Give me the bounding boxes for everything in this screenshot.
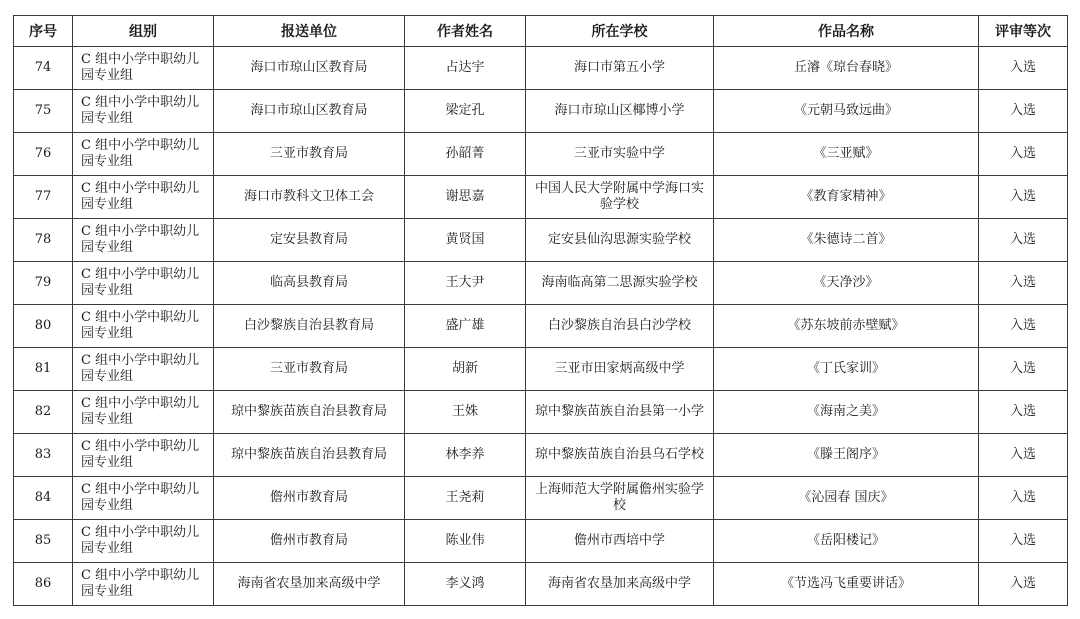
cell-submitting-unit: 儋州市教育局: [214, 477, 405, 520]
cell-award-level: 入选: [979, 434, 1068, 477]
cell-number: 75: [14, 90, 73, 133]
cell-school: 上海师范大学附属儋州实验学校: [526, 477, 714, 520]
cell-school: 海口市琼山区椰博小学: [526, 90, 714, 133]
cell-school: 海南临高第二思源实验学校: [526, 262, 714, 305]
table-row: [14, 47, 1068, 90]
cell-school: 琼中黎族苗族自治县第一小学: [526, 391, 714, 434]
cell-author: 王姝: [405, 391, 526, 434]
cell-school: 三亚市田家炳高级中学: [526, 348, 714, 391]
cell-submitting-unit: 白沙黎族自治县教育局: [214, 305, 405, 348]
table-body: [14, 47, 1068, 606]
cell-submitting-unit: 海南省农垦加来高级中学: [214, 563, 405, 606]
cell-group: C 组中小学中职幼儿园专业组: [73, 563, 214, 606]
cell-group: C 组中小学中职幼儿园专业组: [73, 133, 214, 176]
cell-number: 77: [14, 176, 73, 219]
cell-author: 占达宇: [405, 47, 526, 90]
cell-submitting-unit: 海口市教科文卫体工会: [214, 176, 405, 219]
cell-school: 儋州市西培中学: [526, 520, 714, 563]
header-work-title: 作品名称: [714, 16, 979, 47]
cell-number: 78: [14, 219, 73, 262]
cell-work-title: 丘濬《琼台春晓》: [714, 47, 979, 90]
cell-group: C 组中小学中职幼儿园专业组: [73, 90, 214, 133]
cell-group: C 组中小学中职幼儿园专业组: [73, 520, 214, 563]
cell-group: C 组中小学中职幼儿园专业组: [73, 176, 214, 219]
cell-submitting-unit: 临高县教育局: [214, 262, 405, 305]
cell-group: C 组中小学中职幼儿园专业组: [73, 262, 214, 305]
cell-author: 王尧莉: [405, 477, 526, 520]
cell-award-level: 入选: [979, 219, 1068, 262]
cell-submitting-unit: 琼中黎族苗族自治县教育局: [214, 434, 405, 477]
cell-work-title: 《朱德诗二首》: [714, 219, 979, 262]
cell-work-title: 《岳阳楼记》: [714, 520, 979, 563]
cell-work-title: 《沁园春 国庆》: [714, 477, 979, 520]
table-row: [14, 391, 1068, 434]
cell-author: 梁定孔: [405, 90, 526, 133]
cell-work-title: 《海南之美》: [714, 391, 979, 434]
header-award-level: 评审等次: [979, 16, 1068, 47]
cell-number: 84: [14, 477, 73, 520]
cell-number: 82: [14, 391, 73, 434]
cell-number: 76: [14, 133, 73, 176]
cell-work-title: 《节选冯飞重要讲话》: [714, 563, 979, 606]
cell-award-level: 入选: [979, 563, 1068, 606]
cell-group: C 组中小学中职幼儿园专业组: [73, 47, 214, 90]
cell-submitting-unit: 三亚市教育局: [214, 348, 405, 391]
table-row: [14, 477, 1068, 520]
cell-work-title: 《元朝马致远曲》: [714, 90, 979, 133]
cell-award-level: 入选: [979, 47, 1068, 90]
cell-work-title: 《天净沙》: [714, 262, 979, 305]
cell-group: C 组中小学中职幼儿园专业组: [73, 348, 214, 391]
cell-number: 86: [14, 563, 73, 606]
header-number: 序号: [14, 16, 73, 47]
cell-school: 三亚市实验中学: [526, 133, 714, 176]
cell-award-level: 入选: [979, 348, 1068, 391]
cell-award-level: 入选: [979, 391, 1068, 434]
header-school: 所在学校: [526, 16, 714, 47]
cell-author: 林李养: [405, 434, 526, 477]
table-row: [14, 348, 1068, 391]
cell-author: 陈业伟: [405, 520, 526, 563]
cell-award-level: 入选: [979, 520, 1068, 563]
header-author: 作者姓名: [405, 16, 526, 47]
table-row: [14, 133, 1068, 176]
table-row: [14, 563, 1068, 606]
cell-submitting-unit: 海口市琼山区教育局: [214, 47, 405, 90]
header-group: 组别: [73, 16, 214, 47]
cell-group: C 组中小学中职幼儿园专业组: [73, 305, 214, 348]
header-submitting-unit: 报送单位: [214, 16, 405, 47]
table-row: [14, 520, 1068, 563]
cell-number: 83: [14, 434, 73, 477]
cell-group: C 组中小学中职幼儿园专业组: [73, 219, 214, 262]
table-row: [14, 90, 1068, 133]
cell-work-title: 《滕王阁序》: [714, 434, 979, 477]
cell-school: 琼中黎族苗族自治县乌石学校: [526, 434, 714, 477]
cell-work-title: 《苏东坡前赤壁赋》: [714, 305, 979, 348]
cell-number: 74: [14, 47, 73, 90]
cell-award-level: 入选: [979, 176, 1068, 219]
cell-work-title: 《教育家精神》: [714, 176, 979, 219]
cell-school: 海口市第五小学: [526, 47, 714, 90]
cell-award-level: 入选: [979, 90, 1068, 133]
cell-submitting-unit: 定安县教育局: [214, 219, 405, 262]
cell-author: 谢思嘉: [405, 176, 526, 219]
cell-award-level: 入选: [979, 305, 1068, 348]
cell-author: 王大尹: [405, 262, 526, 305]
table-row: [14, 219, 1068, 262]
cell-school: 海南省农垦加来高级中学: [526, 563, 714, 606]
cell-award-level: 入选: [979, 133, 1068, 176]
table-row: [14, 434, 1068, 477]
cell-author: 胡新: [405, 348, 526, 391]
cell-author: 李义鸿: [405, 563, 526, 606]
cell-group: C 组中小学中职幼儿园专业组: [73, 477, 214, 520]
cell-submitting-unit: 三亚市教育局: [214, 133, 405, 176]
cell-school: 白沙黎族自治县白沙学校: [526, 305, 714, 348]
cell-author: 孙韶菁: [405, 133, 526, 176]
cell-award-level: 入选: [979, 262, 1068, 305]
cell-work-title: 《三亚赋》: [714, 133, 979, 176]
table-row: [14, 176, 1068, 219]
table-row: [14, 305, 1068, 348]
cell-school: 中国人民大学附属中学海口实验学校: [526, 176, 714, 219]
header-row: [14, 16, 1068, 47]
cell-submitting-unit: 琼中黎族苗族自治县教育局: [214, 391, 405, 434]
cell-number: 81: [14, 348, 73, 391]
cell-number: 79: [14, 262, 73, 305]
cell-submitting-unit: 海口市琼山区教育局: [214, 90, 405, 133]
cell-work-title: 《丁氏家训》: [714, 348, 979, 391]
cell-submitting-unit: 儋州市教育局: [214, 520, 405, 563]
cell-award-level: 入选: [979, 477, 1068, 520]
cell-group: C 组中小学中职幼儿园专业组: [73, 434, 214, 477]
cell-number: 85: [14, 520, 73, 563]
table-row: [14, 262, 1068, 305]
cell-number: 80: [14, 305, 73, 348]
cell-author: 黄贤国: [405, 219, 526, 262]
cell-group: C 组中小学中职幼儿园专业组: [73, 391, 214, 434]
cell-author: 盛广雄: [405, 305, 526, 348]
results-table: [13, 15, 1068, 606]
cell-school: 定安县仙沟思源实验学校: [526, 219, 714, 262]
